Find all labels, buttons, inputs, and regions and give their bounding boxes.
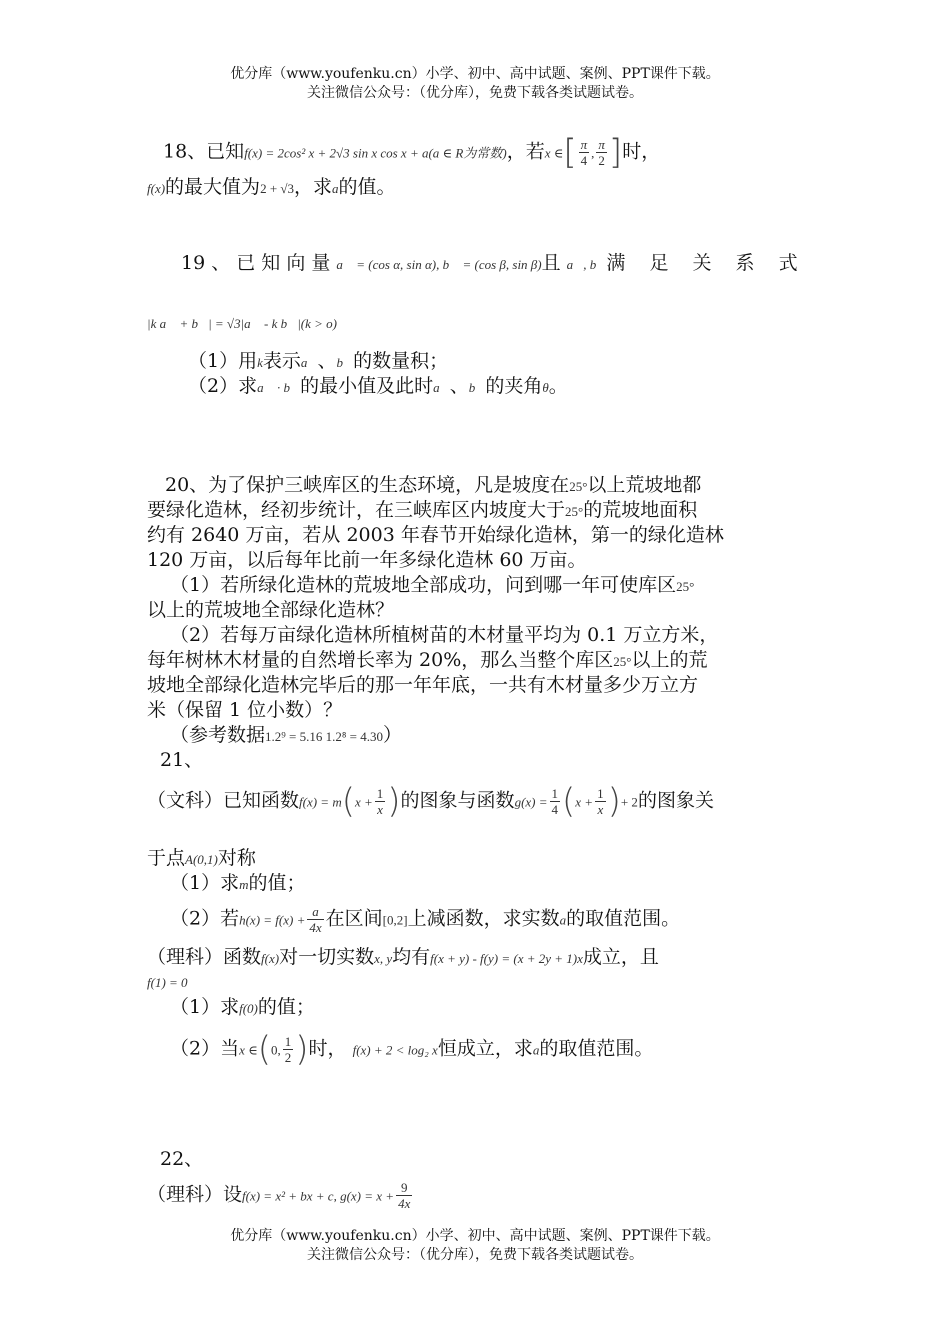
question-20-line-7: （2）若每万亩绿化造林所植树苗的木材量平均为 0.1 万立方米， [170, 624, 719, 646]
q19-vectors: a⃗ = (cos α, sin α), b⃗ = (cos β, sin β) [336, 257, 542, 272]
q18-number: 18、已知 [163, 140, 245, 163]
bracket-close-icon: ] [608, 132, 623, 173]
question-21-li-part-2: （2）当x ∈(0, $\frac{1}{2}$ )时， f(x) + 2 < log₂ x恒成立，求a的取值范围。 [170, 1029, 654, 1070]
question-20-line-1: 20、为了保护三峡库区的生态环境，凡是坡度在25°以上荒坡地都 [165, 474, 702, 496]
question-21-wen-part-2: （2）若h(x) = f(x) + $\frac{a}{4x}$ 在区间[0,2]上减函数，求实数a的取值范围。 [170, 904, 681, 935]
question-21-wen-line-2: 于点A(0,1)对称 [147, 847, 256, 869]
question-20-line-4: 120 万亩，以后每年比前一年多绿化造林 60 万亩。 [147, 549, 587, 571]
question-21-wen-part-1: （1）求m的值； [170, 872, 306, 894]
question-19-part-1: （1）用k表示a⃗、b⃗的数量积； [188, 350, 449, 372]
question-22-line-1: （理科）设f(x) = x² + bx + c, g(x) = x + $\frac{9}{4x}$ [147, 1180, 411, 1211]
question-21-number: 21、 [160, 749, 204, 771]
question-21-li-line-2: f(1) = 0 [147, 975, 188, 990]
question-21-wen-line-1: （文科）已知函数f(x) = m(x + $\frac{1}{x}$ )的图象与函数g(x) = $\frac{1}{4}$ (x + $\frac{1}{x}$ )+ 2的图象关 [147, 781, 714, 822]
question-21-li-line-1: （理科）函数f(x)对一切实数x, y均有f(x + y) - f(y) = (x + 2y + 1)x成立，且 [147, 946, 659, 968]
q18-formula: f(x) = 2cos² x + 2√3 sin x cos x + a(a ∈ R为常数) [244, 145, 507, 161]
q18-shi: 时， [622, 140, 661, 163]
q18-max-value: 2 + √3 [260, 181, 295, 196]
footer-line-2: 关注微信公众号：（优分库），免费下载各类试题试卷。 [307, 1247, 643, 1263]
question-20-line-5: （1）若所绿化造林的荒坡地全部成功，问到哪一年可使库区25° [170, 574, 695, 596]
q18-comma: ，若 [506, 140, 545, 163]
footer-line-1: 优分库（www.youfenku.cn）小学、初中、高中试题、案例、PPT课件下载。 [230, 1228, 720, 1244]
question-20-line-2: 要绿化造林，经初步统计，在三峡库区内坡度大于25°的荒坡地面积 [147, 499, 698, 521]
question-18-line-2: f(x)的最大值为2 + √3，求a的值。 [147, 176, 396, 198]
question-20-line-3: 约有 2640 万亩，若从 2003 年春节开始绿化造林，第一的绿化造林 [147, 524, 724, 546]
header-line-2: 关注微信公众号：（优分库），免费下载各类试题试卷。 [307, 85, 643, 101]
question-18-line-1: 18、已知f(x) = 2cos² x + 2√3 sin x cos x + a(a ∈ R为常数)，若x ∈[ $\frac{\pi}{4}$ , $\frac{\pi}{2}$ ]时， [163, 132, 661, 173]
header-line-1: 优分库（www.youfenku.cn）小学、初中、高中试题、案例、PPT课件下载。 [230, 66, 720, 82]
q19-number: 19 、 已 知 向 量 [181, 252, 331, 274]
question-19-line-1: 19 、 已 知 向 量 a⃗ = (cos α, sin α), b⃗ = (cos β, sin β)且 a⃗, b⃗满 足 关 系 式 [181, 252, 807, 274]
question-22-number: 22、 [160, 1148, 204, 1170]
question-19-equation: |k a⃗ + b⃗| = √3|a⃗ - k b⃗|(k > o) [147, 316, 337, 331]
q18-frac-pi-4: $\frac{\pi}{4}$ [580, 137, 588, 168]
question-20-line-6: 以上的荒坡地全部绿化造林？ [147, 599, 395, 621]
q18-condition: x ∈ [544, 145, 564, 161]
question-20-reference-data: （参考数据1.2⁹ = 5.16 1.2⁸ = 4.30） [170, 724, 403, 746]
bracket-open-icon: [ [563, 132, 577, 173]
question-20-line-10: 米（保留 1 位小数）？ [147, 699, 343, 721]
question-20-line-8: 每年树林木材量的自然增长率为 20%，那么当整个库区25°以上的荒 [147, 649, 708, 671]
question-20-line-9: 坡地全部绿化造林完毕后的那一年年底，一共有木材量多少万立方 [147, 674, 699, 696]
question-19-part-2: （2）求a⃗ · b⃗的最小值及此时a⃗、b⃗的夹角θ。 [188, 375, 568, 397]
question-21-li-part-1: （1）求f(0)的值； [170, 996, 315, 1018]
q18-frac-pi-2: $\frac{\pi}{2}$ [598, 137, 605, 168]
